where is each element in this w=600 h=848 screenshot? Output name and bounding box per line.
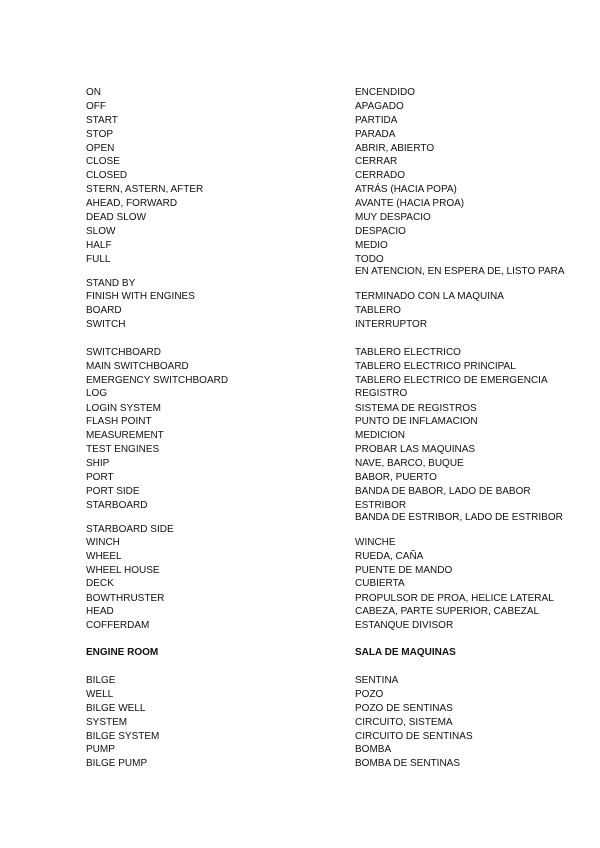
term-spanish: BOMBA	[355, 744, 392, 755]
term-spanish: INTERRUPTOR	[355, 319, 428, 330]
term-english: SHIP	[86, 458, 110, 469]
term-spanish: DESPACIO	[355, 226, 406, 237]
term-english: START	[86, 115, 118, 126]
term-english: PORT SIDE	[86, 486, 140, 497]
term-english: SWITCH	[86, 319, 126, 330]
term-english: STAND BY	[86, 278, 136, 289]
term-english: HEAD	[86, 606, 114, 617]
term-spanish: TABLERO ELECTRICO DE EMERGENCIA	[355, 375, 548, 386]
term-spanish: AVANTE (HACIA PROA)	[355, 198, 465, 209]
term-english: STOP	[86, 129, 114, 140]
term-spanish: TABLERO ELECTRICO PRINCIPAL	[355, 361, 516, 372]
term-spanish: ENCENDIDO	[355, 87, 416, 98]
term-english: CLOSED	[86, 170, 128, 181]
term-english: OPEN	[86, 143, 115, 154]
term-spanish: CERRAR	[355, 156, 398, 167]
term-spanish: NAVE, BARCO, BUQUE	[355, 458, 464, 469]
term-english: DEAD SLOW	[86, 212, 147, 223]
term-spanish: MUY DESPACIO	[355, 212, 431, 223]
term-english: ON	[86, 87, 101, 98]
term-english: TEST ENGINES	[86, 444, 160, 455]
term-english: AHEAD, FORWARD	[86, 198, 178, 209]
term-spanish: REGISTRO	[355, 388, 408, 399]
term-spanish: BOMBA DE SENTINAS	[355, 758, 461, 769]
term-english: BOWTHRUSTER	[86, 593, 165, 604]
term-spanish: APAGADO	[355, 101, 404, 112]
term-english: PUMP	[86, 744, 115, 755]
term-english: WHEEL	[86, 551, 122, 562]
term-spanish: TERMINADO CON LA MAQUINA	[355, 291, 504, 302]
term-english: BILGE SYSTEM	[86, 731, 160, 742]
term-spanish: CABEZA, PARTE SUPERIOR, CABEZAL	[355, 606, 540, 617]
term-spanish: ABRIR, ABIERTO	[355, 143, 435, 154]
term-english: LOG	[86, 388, 108, 399]
term-english: FULL	[86, 254, 111, 265]
term-english: CLOSE	[86, 156, 120, 167]
term-spanish: PUENTE DE MANDO	[355, 565, 453, 576]
term-spanish: BANDA DE ESTRIBOR, LADO DE ESTRIBOR	[355, 512, 563, 523]
term-spanish: CUBIERTA	[355, 578, 405, 589]
term-english: EMERGENCY SWITCHBOARD	[86, 375, 229, 386]
term-english: SWITCHBOARD	[86, 347, 161, 358]
term-spanish: PROBAR LAS MAQUINAS	[355, 444, 476, 455]
term-spanish: PARTIDA	[355, 115, 398, 126]
term-spanish: BABOR, PUERTO	[355, 472, 437, 483]
term-spanish: ESTANQUE DIVISOR	[355, 620, 454, 631]
term-spanish: TABLERO ELECTRICO	[355, 347, 461, 358]
term-english: COFFERDAM	[86, 620, 150, 631]
term-spanish: BANDA DE BABOR, LADO DE BABOR	[355, 486, 531, 497]
term-spanish: SENTINA	[355, 675, 399, 686]
term-english: SYSTEM	[86, 717, 128, 728]
term-english: SLOW	[86, 226, 116, 237]
term-spanish: MEDIO	[355, 240, 388, 251]
term-english: FINISH WITH ENGINES	[86, 291, 195, 302]
term-spanish: CERRADO	[355, 170, 406, 181]
term-spanish: WINCHE	[355, 537, 396, 548]
term-english: FLASH POINT	[86, 416, 152, 427]
term-english: STERN, ASTERN, AFTER	[86, 184, 204, 195]
term-english: MAIN SWITCHBOARD	[86, 361, 189, 372]
term-spanish: ESTRIBOR	[355, 500, 407, 511]
term-spanish: PROPULSOR DE PROA, HELICE LATERAL	[355, 593, 554, 604]
section-heading-english: ENGINE ROOM	[86, 647, 159, 658]
term-spanish: MEDICION	[355, 430, 405, 441]
term-spanish: EN ATENCION, EN ESPERA DE, LISTO PARA	[355, 266, 565, 277]
term-english: STARBOARD	[86, 500, 148, 511]
term-spanish: CIRCUITO DE SENTINAS	[355, 731, 473, 742]
term-spanish: PARADA	[355, 129, 396, 140]
term-english: BILGE	[86, 675, 116, 686]
term-english: WHEEL HOUSE	[86, 565, 160, 576]
term-spanish: POZO	[355, 689, 384, 700]
term-english: LOGIN SYSTEM	[86, 403, 162, 414]
term-spanish: SISTEMA DE REGISTROS	[355, 403, 477, 414]
term-english: BILGE PUMP	[86, 758, 148, 769]
term-spanish: ATRÁS (HACIA POPA)	[355, 184, 457, 195]
term-english: STARBOARD SIDE	[86, 524, 174, 535]
term-english: DECK	[86, 578, 114, 589]
section-heading-spanish: SALA DE MAQUINAS	[355, 647, 456, 658]
term-english: OFF	[86, 101, 106, 112]
term-spanish: TODO	[355, 254, 384, 265]
term-spanish: CIRCUITO, SISTEMA	[355, 717, 453, 728]
term-english: WELL	[86, 689, 114, 700]
term-english: WINCH	[86, 537, 120, 548]
term-english: BILGE WELL	[86, 703, 146, 714]
term-english: HALF	[86, 240, 112, 251]
term-english: BOARD	[86, 305, 122, 316]
term-spanish: PUNTO DE INFLAMACION	[355, 416, 478, 427]
term-spanish: TABLERO	[355, 305, 401, 316]
term-spanish: RUEDA, CAÑA	[355, 551, 424, 562]
term-spanish: POZO DE SENTINAS	[355, 703, 453, 714]
term-english: PORT	[86, 472, 114, 483]
term-english: MEASUREMENT	[86, 430, 164, 441]
